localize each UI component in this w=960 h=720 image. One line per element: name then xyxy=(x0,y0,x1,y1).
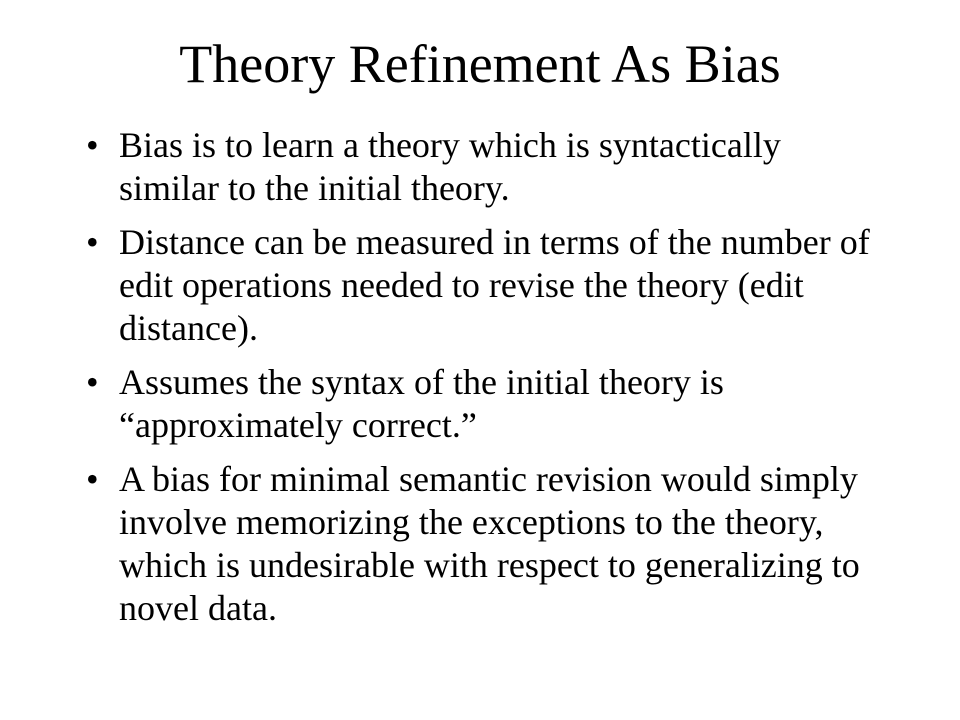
bullet-marker: • xyxy=(86,222,99,262)
bullet-text: Bias is to learn a theory which is syntactically similar to the initial theory. xyxy=(119,125,781,208)
bullet-list xyxy=(86,124,886,641)
bullet-marker: • xyxy=(86,459,99,499)
bullet-marker: • xyxy=(86,125,99,165)
bullet-item xyxy=(86,458,886,630)
bullet-text: Distance can be measured in terms of the number of edit operations needed to revise the theory (edit distance). xyxy=(119,222,870,348)
bullet-item xyxy=(86,221,886,350)
bullet-text: A bias for minimal semantic revision would simply involve memorizing the exceptions to the theory, which is undesirable with respect to generalizing to novel data. xyxy=(119,459,860,628)
bullet-marker: • xyxy=(86,362,99,402)
slide-title: Theory Refinement As Bias xyxy=(179,34,781,94)
bullet-item xyxy=(86,124,886,210)
bullet-text: Assumes the syntax of the initial theory is “approximately correct.” xyxy=(119,362,724,445)
bullet-item xyxy=(86,361,886,447)
